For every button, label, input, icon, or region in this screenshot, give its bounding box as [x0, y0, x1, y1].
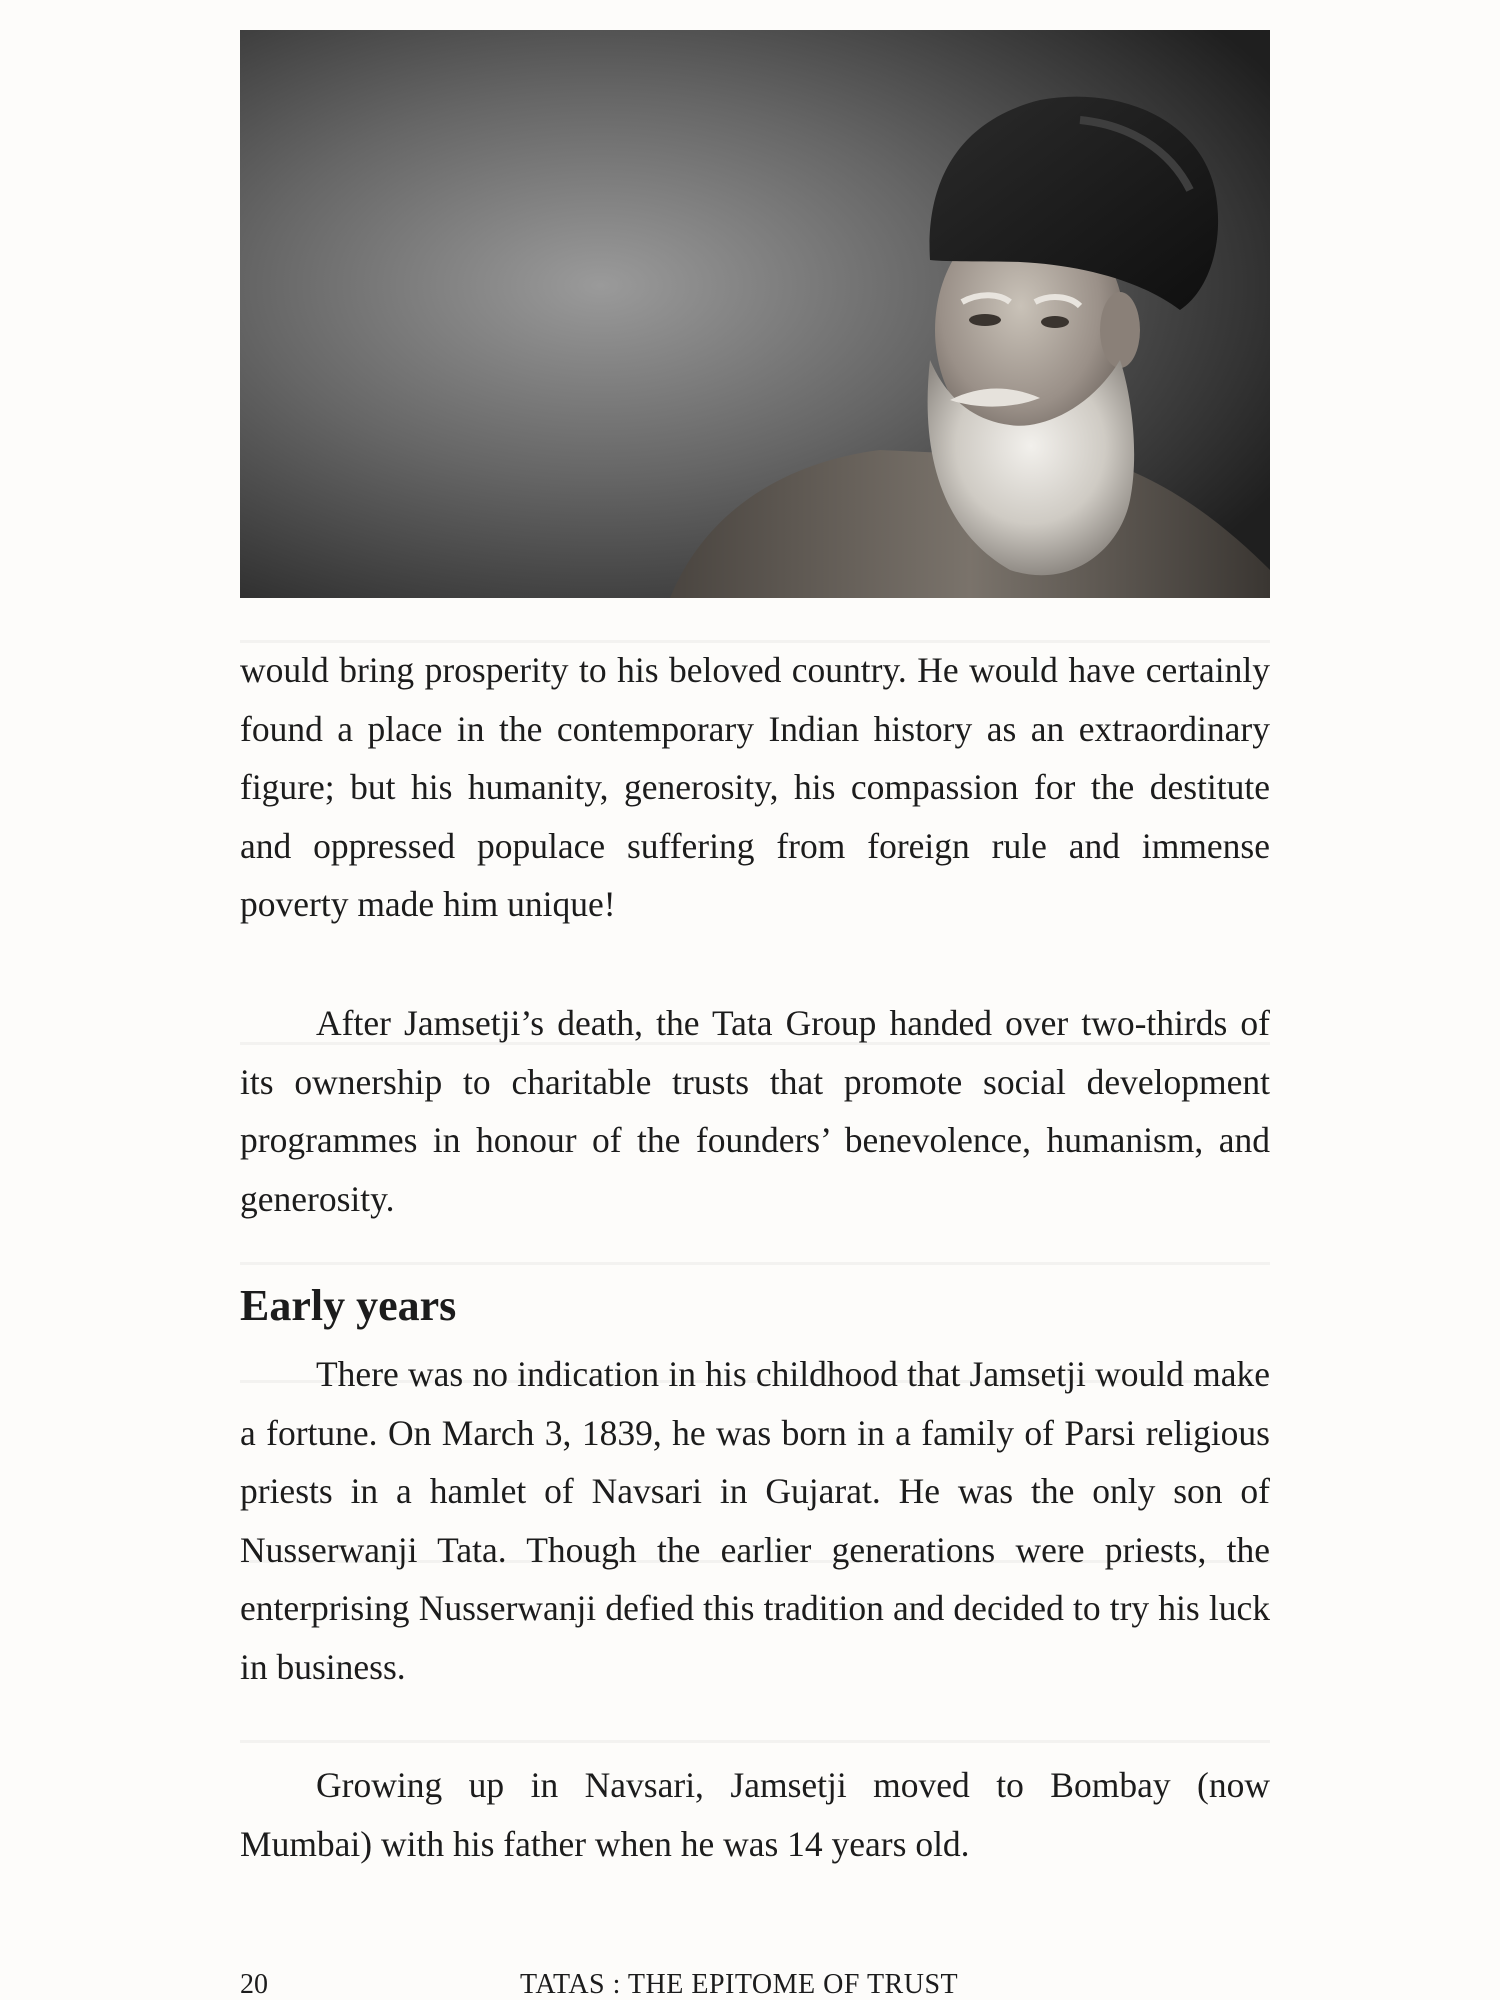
page-footer: [240, 1970, 1270, 2000]
body-text-block: [240, 1345, 1270, 1696]
bleed-through-line: [240, 1740, 1270, 1743]
paragraph: After Jamsetji’s death, the Tata Group handed over two-thirds of its ownership to charitable trusts that promote social development programmes in honour of the founders’ benevolence, humanism, and generosity.: [240, 1003, 1270, 1219]
portrait-illustration: [240, 30, 1270, 598]
running-title: TATAS : THE EPITOME OF TRUST: [520, 1969, 959, 2000]
paragraph: There was no indication in his childhood that Jamsetji would make a fortune. On March 3, 1839, he was born in a family of Parsi religious priests in a hamlet of Navsari in Gujarat. He was the only son of Nusserwanji Tata. Though the earlier generations were priests, the enterprising Nusserwanji defied this tradition and decided to try his luck in business.: [240, 1354, 1270, 1687]
body-text-block: [240, 1756, 1270, 1873]
paragraph: Growing up in Navsari, Jamsetji moved to Bombay (now Mumbai) with his father when he was 14 years old.: [240, 1765, 1270, 1864]
section-heading: Early years: [240, 1281, 457, 1330]
body-text-block: [240, 994, 1270, 1228]
paragraph: would bring prosperity to his beloved country. He would have certainly found a place in the contemporary Indian history as an extraordinary figure; but his humanity, generosity, his compassion for the destitute and oppressed populace suffering from foreign rule and immense poverty made him unique!: [240, 650, 1270, 924]
page-number: 20: [240, 1969, 268, 2000]
body-text-block: [240, 641, 1270, 934]
portrait-photo: [240, 30, 1270, 598]
bleed-through-line: [240, 1262, 1270, 1265]
